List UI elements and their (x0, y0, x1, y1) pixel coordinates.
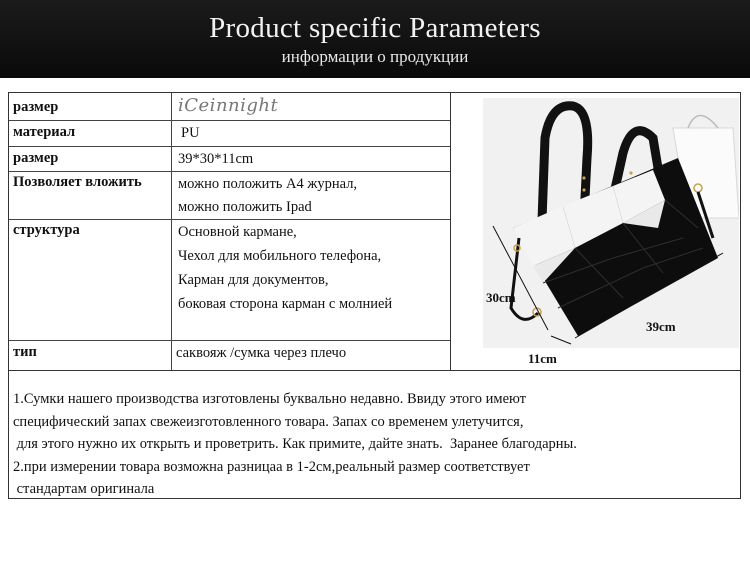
note-line: для этого нужно их открыть и проветрить. Как примите, дайте знать. Заранее благодарны. (13, 436, 577, 452)
brand-logo-text: iCeinnight (178, 95, 279, 116)
spec-value-structure-3: Карман для документов, (178, 272, 329, 288)
parameters-table (9, 93, 450, 370)
spec-value-capacity-2: можно положить Ipad (178, 199, 312, 215)
product-photo (483, 98, 739, 348)
spec-label-size: размер (13, 99, 59, 115)
spec-value-structure-4: боковая сторона карман с молнией (178, 296, 393, 312)
dimension-label-depth: 11cm (528, 351, 557, 366)
spec-value-dimensions: 39*30*11cm (178, 151, 254, 167)
spec-value-type: саквояж /сумка через плечо (176, 345, 347, 361)
spec-label-dimensions: размер (13, 150, 59, 166)
column-divider (171, 93, 172, 370)
note-line: 1.Сумки нашего производства изготовлены буквально недавно. Ввиду этого имеют (13, 391, 526, 407)
spec-value-structure-1: Основной кармане, (178, 224, 297, 240)
note-line: специфический запах свежеизготовленного товара. Запах со временем улетучится, (13, 413, 524, 430)
section-divider (9, 370, 740, 371)
column-divider (450, 93, 451, 370)
note-line: 2.при измерении товара возможна разницаа в 1-2см,реальный размер соответствует (13, 458, 530, 475)
notes-section (13, 388, 733, 501)
spec-label-material: материал (13, 124, 76, 140)
spec-label-type: тип (13, 344, 37, 360)
spec-value-material: PU (181, 125, 200, 141)
note-line: стандартам оригинала (13, 481, 155, 497)
spec-value-structure-2: Чехол для мобильного телефона, (178, 248, 382, 264)
row-divider (9, 120, 450, 121)
dimension-label-width: 39cm (646, 319, 676, 334)
spec-value-capacity-1: можно положить A4 журнал, (178, 176, 358, 192)
spec-label-capacity: Позволяет вложить (13, 174, 142, 190)
dimension-label-height: 30cm (486, 290, 516, 305)
header-banner (0, 0, 750, 78)
spec-table (8, 92, 741, 499)
spec-label-structure: структура (13, 222, 80, 238)
page-subtitle: информации о продукции (281, 47, 469, 66)
page-title: Product specific Parameters (209, 12, 541, 44)
